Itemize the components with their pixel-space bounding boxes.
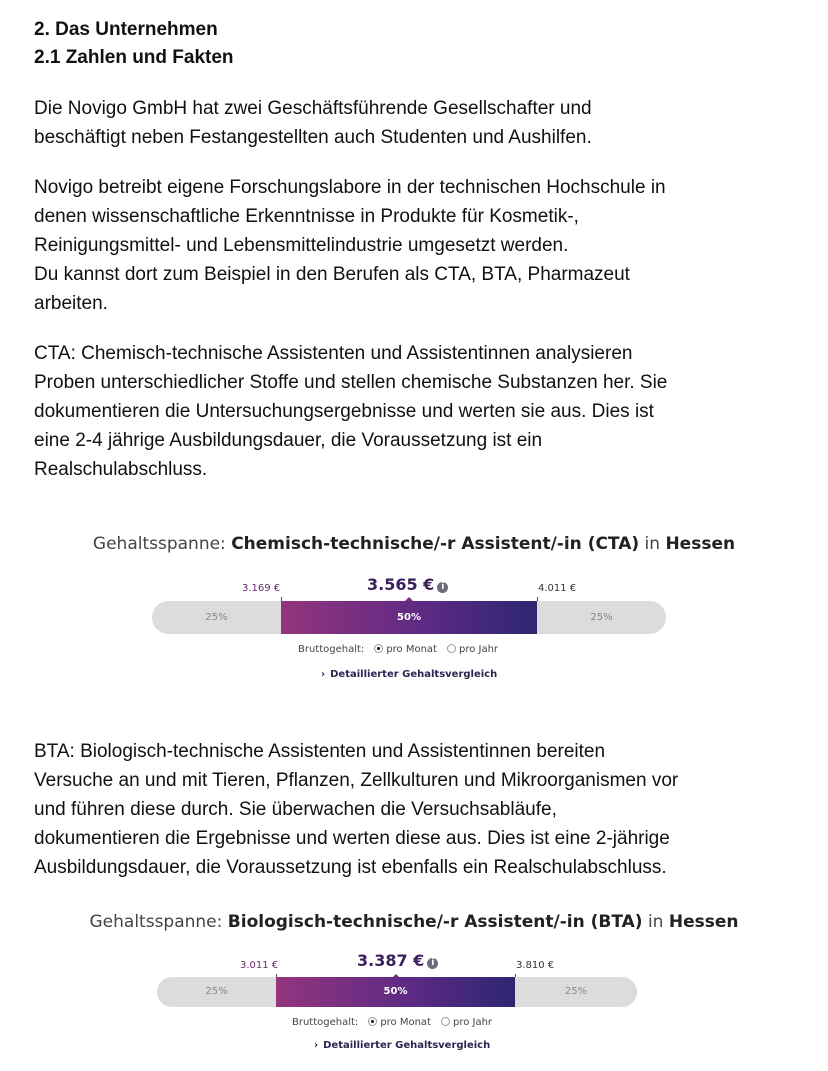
text-line: dokumentieren die Untersuchungsergebnisse und werten sie aus. Dies ist [34, 401, 654, 422]
subsection-heading: 2.1 Zahlen und Fakten [34, 47, 234, 68]
pct-middle: 50% [383, 986, 408, 997]
text-line: BTA: Biologisch-technische Assistenten und Assistentinnen bereiten [34, 741, 606, 762]
salary-widget-bta [0, 908, 828, 1058]
salary-range-bar [157, 977, 637, 1007]
gross-salary-toggle: Bruttogehalt: pro Monat pro Jahr [292, 1017, 493, 1028]
salary-low-value: 3.011 € [240, 960, 279, 971]
text-line: Reinigungsmittel- und Lebensmittelindustrie umgesetzt werden. [34, 235, 569, 256]
salary-low-value: 3.169 € [242, 583, 281, 594]
document-body [34, 16, 794, 484]
pct-right: 25% [564, 986, 588, 997]
text-line: beschäftigt neben Festangestellten auch Studenten und Aushilfen. [34, 127, 592, 148]
pct-left: 25% [205, 986, 228, 997]
text-line: und führen diese durch. Sie überwachen die Versuchsabläufe, [34, 799, 557, 820]
pct-right: 25% [590, 612, 613, 623]
paragraph-company [34, 94, 794, 152]
radio-per-month[interactable] [374, 644, 383, 653]
radio-per-month[interactable] [368, 1017, 377, 1026]
text-line: Novigo betreibt eigene Forschungslabore in der technischen Hochschule in [34, 177, 666, 198]
widget-title: Gehaltsspanne: Chemisch-technische/-r Assistent/-in (CTA) in Hessen [92, 534, 736, 554]
salary-high-value: 4.011 € [538, 583, 577, 594]
gross-salary-toggle: Bruttogehalt: pro Monat pro Jahr [298, 644, 499, 655]
salary-widget-cta [0, 530, 828, 690]
section-heading: 2. Das Unternehmen [34, 19, 218, 40]
detailed-comparison-link[interactable]: › Detaillierter Gehaltsvergleich [321, 669, 498, 680]
text-line: Die Novigo GmbH hat zwei Geschäftsführende Gesellschafter und [34, 98, 592, 119]
text-line: Ausbildungsdauer, die Voraussetzung ist ebenfalls ein Realschulabschluss. [34, 857, 667, 878]
text-line: arbeiten. [34, 293, 108, 314]
widget-title: Gehaltsspanne: Biologisch-technische/-r Assistent/-in (BTA) in Hessen [89, 912, 739, 932]
pct-middle: 50% [397, 612, 421, 623]
text-line: eine 2-4 jährige Ausbildungsdauer, die Voraussetzung ist ein [34, 430, 543, 451]
chevron-right-icon: › [314, 1040, 319, 1051]
salary-high-value: 3.810 € [516, 960, 555, 971]
text-line: CTA: Chemisch-technische Assistenten und Assistentinnen analysieren [34, 343, 633, 364]
text-line: Realschulabschluss. [34, 459, 208, 480]
text-line: dokumentieren die Ergebnisse und werten diese aus. Dies ist eine 2-jährige [34, 828, 670, 849]
text-line: denen wissenschaftliche Erkenntnisse in Produkte für Kosmetik-, [34, 206, 579, 227]
salary-range-bar [152, 601, 666, 634]
document-body-2 [34, 737, 794, 882]
chevron-right-icon: › [321, 669, 326, 680]
radio-per-year[interactable] [441, 1017, 450, 1026]
info-icon[interactable]: i [437, 582, 448, 593]
detailed-comparison-link[interactable]: › Detaillierter Gehaltsvergleich [314, 1040, 491, 1051]
radio-per-year[interactable] [447, 644, 456, 653]
info-icon[interactable]: i [427, 958, 438, 969]
salary-median-value: 3.565 € i [367, 575, 448, 594]
text-line: Du kannst dort zum Beispiel in den Berufen als CTA, BTA, Pharmazeut [34, 264, 630, 285]
paragraph-bta [34, 737, 794, 882]
pct-left: 25% [205, 612, 228, 623]
paragraph-labs [34, 173, 794, 318]
salary-median-value: 3.387 € i [357, 951, 438, 970]
paragraph-cta [34, 339, 794, 484]
text-line: Proben unterschiedlicher Stoffe und stellen chemische Substanzen her. Sie [34, 372, 668, 393]
text-line: Versuche an und mit Tieren, Pflanzen, Zellkulturen und Mikroorganismen vor [34, 770, 679, 791]
